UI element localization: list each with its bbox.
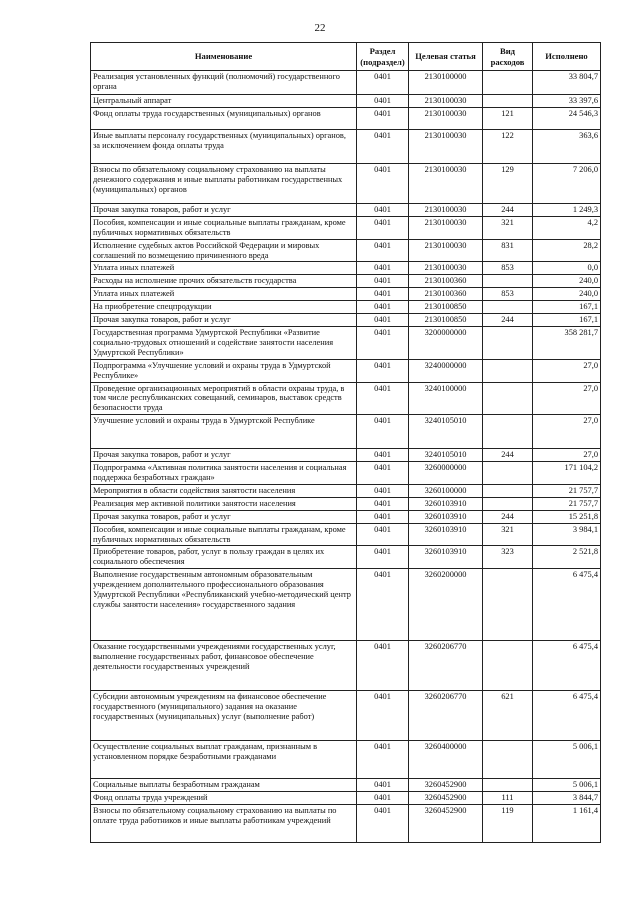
row-kind-cell: 244 xyxy=(483,203,533,216)
row-section-cell: 0401 xyxy=(357,449,409,462)
row-target-cell: 3200000000 xyxy=(409,326,483,359)
row-section-cell: 0401 xyxy=(357,107,409,129)
row-name-cell: Центральный аппарат xyxy=(91,95,357,108)
row-amount-cell: 1 249,3 xyxy=(533,203,601,216)
row-amount-cell: 3 844,7 xyxy=(533,792,601,805)
row-name-cell: Фонд оплаты труда учреждений xyxy=(91,792,357,805)
table-row xyxy=(91,449,601,462)
row-section-cell: 0401 xyxy=(357,415,409,449)
row-kind-cell: 244 xyxy=(483,449,533,462)
row-amount-cell: 167,1 xyxy=(533,301,601,314)
row-name-cell: Взносы по обязательному социальному страхованию на выплаты по оплате труда работников и иные выплаты работникам учреждений xyxy=(91,805,357,843)
row-kind-cell xyxy=(483,779,533,792)
row-amount-cell: 0,0 xyxy=(533,262,601,275)
table-row xyxy=(91,326,601,359)
row-amount-cell: 33 804,7 xyxy=(533,71,601,95)
row-target-cell: 2130100030 xyxy=(409,216,483,239)
row-section-cell: 0401 xyxy=(357,314,409,327)
row-target-cell: 2130100030 xyxy=(409,129,483,163)
row-kind-cell xyxy=(483,569,533,641)
row-amount-cell: 358 281,7 xyxy=(533,326,601,359)
row-amount-cell: 27,0 xyxy=(533,359,601,382)
table-row xyxy=(91,359,601,382)
row-kind-cell xyxy=(483,359,533,382)
table-row xyxy=(91,301,601,314)
column-header-name: Наименование xyxy=(91,43,357,71)
row-section-cell: 0401 xyxy=(357,779,409,792)
row-target-cell: 2130100030 xyxy=(409,95,483,108)
row-section-cell: 0401 xyxy=(357,497,409,510)
row-section-cell: 0401 xyxy=(357,95,409,108)
row-section-cell: 0401 xyxy=(357,288,409,301)
row-section-cell: 0401 xyxy=(357,792,409,805)
table-header-row xyxy=(91,43,601,71)
row-kind-cell: 244 xyxy=(483,314,533,327)
row-kind-cell xyxy=(483,415,533,449)
row-kind-cell: 853 xyxy=(483,288,533,301)
row-name-cell: Субсидии автономным учреждениям на финансовое обеспечение государственного (муниципального) задания на оказание государственных (муниципальных) услуг (выполнение работ) xyxy=(91,691,357,741)
row-kind-cell xyxy=(483,382,533,415)
row-section-cell: 0401 xyxy=(357,805,409,843)
row-target-cell: 3260103910 xyxy=(409,497,483,510)
table-row xyxy=(91,523,601,546)
row-target-cell: 3240105010 xyxy=(409,415,483,449)
row-name-cell: Подпрограмма «Активная политика занятости населения и социальная поддержка безработных граждан» xyxy=(91,462,357,485)
row-name-cell: Расходы на исполнение прочих обязательств государства xyxy=(91,275,357,288)
row-section-cell: 0401 xyxy=(357,359,409,382)
row-name-cell: Взносы по обязательному социальному страхованию на выплаты денежного содержания и иные выплаты работникам государственных (муниципальных) органов xyxy=(91,163,357,203)
row-section-cell: 0401 xyxy=(357,262,409,275)
table-row xyxy=(91,497,601,510)
row-section-cell: 0401 xyxy=(357,275,409,288)
row-section-cell: 0401 xyxy=(357,71,409,95)
row-kind-cell xyxy=(483,95,533,108)
row-target-cell: 3240000000 xyxy=(409,359,483,382)
row-target-cell: 3260452900 xyxy=(409,779,483,792)
row-section-cell: 0401 xyxy=(357,382,409,415)
row-amount-cell: 240,0 xyxy=(533,275,601,288)
column-header-target: Целевая статья xyxy=(409,43,483,71)
row-target-cell: 2130100000 xyxy=(409,71,483,95)
row-amount-cell: 2 521,8 xyxy=(533,546,601,569)
table-row xyxy=(91,239,601,262)
table-row xyxy=(91,792,601,805)
row-name-cell: Прочая закупка товаров, работ и услуг xyxy=(91,203,357,216)
row-name-cell: Иные выплаты персоналу государственных (муниципальных) органов, за исключением фонда оплаты труда xyxy=(91,129,357,163)
table-row xyxy=(91,95,601,108)
row-amount-cell: 6 475,4 xyxy=(533,569,601,641)
row-section-cell: 0401 xyxy=(357,741,409,779)
row-amount-cell: 171 104,2 xyxy=(533,462,601,485)
row-section-cell: 0401 xyxy=(357,216,409,239)
table-row xyxy=(91,275,601,288)
row-name-cell: Уплата иных платежей xyxy=(91,262,357,275)
table-row xyxy=(91,691,601,741)
row-kind-cell xyxy=(483,462,533,485)
row-section-cell: 0401 xyxy=(357,163,409,203)
row-kind-cell xyxy=(483,71,533,95)
table-row xyxy=(91,779,601,792)
table-row xyxy=(91,288,601,301)
row-kind-cell: 111 xyxy=(483,792,533,805)
row-section-cell: 0401 xyxy=(357,129,409,163)
table-row xyxy=(91,163,601,203)
row-kind-cell xyxy=(483,484,533,497)
row-target-cell: 3260452900 xyxy=(409,792,483,805)
row-kind-cell: 321 xyxy=(483,216,533,239)
row-target-cell: 3260200000 xyxy=(409,569,483,641)
row-amount-cell: 4,2 xyxy=(533,216,601,239)
row-target-cell: 2130100360 xyxy=(409,275,483,288)
row-target-cell: 2130100030 xyxy=(409,262,483,275)
row-section-cell: 0401 xyxy=(357,462,409,485)
row-name-cell: Прочая закупка товаров, работ и услуг xyxy=(91,314,357,327)
row-kind-cell: 621 xyxy=(483,691,533,741)
row-amount-cell: 7 206,0 xyxy=(533,163,601,203)
row-target-cell: 3260206770 xyxy=(409,641,483,691)
row-target-cell: 3260400000 xyxy=(409,741,483,779)
row-name-cell: Прочая закупка товаров, работ и услуг xyxy=(91,510,357,523)
row-kind-cell: 831 xyxy=(483,239,533,262)
table-row xyxy=(91,216,601,239)
row-section-cell: 0401 xyxy=(357,546,409,569)
row-kind-cell: 853 xyxy=(483,262,533,275)
row-name-cell: Улучшение условий и охраны труда в Удмуртской Республике xyxy=(91,415,357,449)
table-row xyxy=(91,462,601,485)
row-section-cell: 0401 xyxy=(357,203,409,216)
row-name-cell: На приобретение спецпродукции xyxy=(91,301,357,314)
row-amount-cell: 240,0 xyxy=(533,288,601,301)
page-number: 22 xyxy=(314,22,326,34)
row-target-cell: 2130100850 xyxy=(409,314,483,327)
row-kind-cell xyxy=(483,326,533,359)
row-amount-cell: 27,0 xyxy=(533,449,601,462)
row-target-cell: 2130100850 xyxy=(409,301,483,314)
row-kind-cell xyxy=(483,497,533,510)
row-amount-cell: 6 475,4 xyxy=(533,641,601,691)
row-kind-cell: 122 xyxy=(483,129,533,163)
row-name-cell: Исполнение судебных актов Российской Федерации и мировых соглашений по возмещению причиненного вреда xyxy=(91,239,357,262)
row-target-cell: 3240100000 xyxy=(409,382,483,415)
row-target-cell: 2130100030 xyxy=(409,163,483,203)
row-section-cell: 0401 xyxy=(357,510,409,523)
row-target-cell: 3260103910 xyxy=(409,523,483,546)
table-row xyxy=(91,546,601,569)
row-amount-cell: 21 757,7 xyxy=(533,497,601,510)
row-amount-cell: 5 006,1 xyxy=(533,779,601,792)
table-row xyxy=(91,71,601,95)
row-kind-cell xyxy=(483,275,533,288)
table-row xyxy=(91,382,601,415)
table-row xyxy=(91,314,601,327)
table-row xyxy=(91,484,601,497)
table-row xyxy=(91,641,601,691)
row-amount-cell: 33 397,6 xyxy=(533,95,601,108)
row-name-cell: Реализация установленных функций (полномочий) государственного органа xyxy=(91,71,357,95)
row-target-cell: 2130100030 xyxy=(409,203,483,216)
row-kind-cell xyxy=(483,301,533,314)
row-target-cell: 3260206770 xyxy=(409,691,483,741)
row-section-cell: 0401 xyxy=(357,301,409,314)
row-kind-cell: 119 xyxy=(483,805,533,843)
row-kind-cell: 129 xyxy=(483,163,533,203)
row-target-cell: 3260000000 xyxy=(409,462,483,485)
row-name-cell: Мероприятия в области содействия занятости населения xyxy=(91,484,357,497)
row-target-cell: 3240105010 xyxy=(409,449,483,462)
row-section-cell: 0401 xyxy=(357,569,409,641)
row-section-cell: 0401 xyxy=(357,691,409,741)
budget-table xyxy=(90,42,601,843)
table-row xyxy=(91,262,601,275)
row-kind-cell: 121 xyxy=(483,107,533,129)
row-name-cell: Проведение организационных мероприятий в области охраны труда, в том числе республиканских совещаний, семинаров, выставок средств безопасности труда xyxy=(91,382,357,415)
row-amount-cell: 3 984,1 xyxy=(533,523,601,546)
table-row xyxy=(91,569,601,641)
row-target-cell: 2130100030 xyxy=(409,239,483,262)
row-amount-cell: 167,1 xyxy=(533,314,601,327)
row-name-cell: Пособия, компенсации и иные социальные выплаты гражданам, кроме публичных нормативных обязательств xyxy=(91,216,357,239)
row-section-cell: 0401 xyxy=(357,641,409,691)
row-amount-cell: 28,2 xyxy=(533,239,601,262)
row-target-cell: 3260103910 xyxy=(409,510,483,523)
table-body xyxy=(91,71,601,843)
row-name-cell: Выполнение государственным автономным образовательным учреждением дополнительного профессионального образования Удмуртской Республики «Республиканский учебно-методический центр службы занятости населения» государственного задания xyxy=(91,569,357,641)
row-amount-cell: 21 757,7 xyxy=(533,484,601,497)
table-row xyxy=(91,415,601,449)
table-row xyxy=(91,741,601,779)
row-target-cell: 3260100000 xyxy=(409,484,483,497)
row-target-cell: 2130100360 xyxy=(409,288,483,301)
row-section-cell: 0401 xyxy=(357,239,409,262)
row-target-cell: 3260452900 xyxy=(409,805,483,843)
row-kind-cell: 321 xyxy=(483,523,533,546)
column-header-executed: Исполнено xyxy=(533,43,601,71)
row-name-cell: Прочая закупка товаров, работ и услуг xyxy=(91,449,357,462)
row-name-cell: Оказание государственными учреждениями государственных услуг, выполнение государственных работ, финансовое обеспечение деятельности государственных учреждений xyxy=(91,641,357,691)
row-target-cell: 2130100030 xyxy=(409,107,483,129)
row-amount-cell: 24 546,3 xyxy=(533,107,601,129)
row-name-cell: Осуществление социальных выплат гражданам, признанным в установленном порядке безработными гражданами xyxy=(91,741,357,779)
row-kind-cell xyxy=(483,641,533,691)
row-amount-cell: 15 251,8 xyxy=(533,510,601,523)
row-kind-cell xyxy=(483,741,533,779)
row-name-cell: Реализация мер активной политики занятости населения xyxy=(91,497,357,510)
row-section-cell: 0401 xyxy=(357,523,409,546)
row-name-cell: Приобретение товаров, работ, услуг в пользу граждан в целях их социального обеспечения xyxy=(91,546,357,569)
row-name-cell: Государственная программа Удмуртской Республики «Развитие социально-трудовых отношений и содействие занятости населения Удмуртской Республики» xyxy=(91,326,357,359)
row-amount-cell: 27,0 xyxy=(533,382,601,415)
row-amount-cell: 27,0 xyxy=(533,415,601,449)
column-header-kind: Вид расходов xyxy=(483,43,533,71)
table-row xyxy=(91,107,601,129)
row-section-cell: 0401 xyxy=(357,484,409,497)
column-header-section: Раздел (подраздел) xyxy=(357,43,409,71)
row-amount-cell: 1 161,4 xyxy=(533,805,601,843)
table-row xyxy=(91,805,601,843)
row-name-cell: Подпрограмма «Улучшение условий и охраны труда в Удмуртской Республике» xyxy=(91,359,357,382)
row-kind-cell: 244 xyxy=(483,510,533,523)
row-name-cell: Фонд оплаты труда государственных (муниципальных) органов xyxy=(91,107,357,129)
row-name-cell: Пособия, компенсации и иные социальные выплаты гражданам, кроме публичных нормативных обязательств xyxy=(91,523,357,546)
row-kind-cell: 323 xyxy=(483,546,533,569)
row-amount-cell: 363,6 xyxy=(533,129,601,163)
table-row xyxy=(91,510,601,523)
row-name-cell: Уплата иных платежей xyxy=(91,288,357,301)
row-amount-cell: 5 006,1 xyxy=(533,741,601,779)
table-row xyxy=(91,129,601,163)
row-name-cell: Социальные выплаты безработным гражданам xyxy=(91,779,357,792)
table-row xyxy=(91,203,601,216)
row-target-cell: 3260103910 xyxy=(409,546,483,569)
row-amount-cell: 6 475,4 xyxy=(533,691,601,741)
row-section-cell: 0401 xyxy=(357,326,409,359)
